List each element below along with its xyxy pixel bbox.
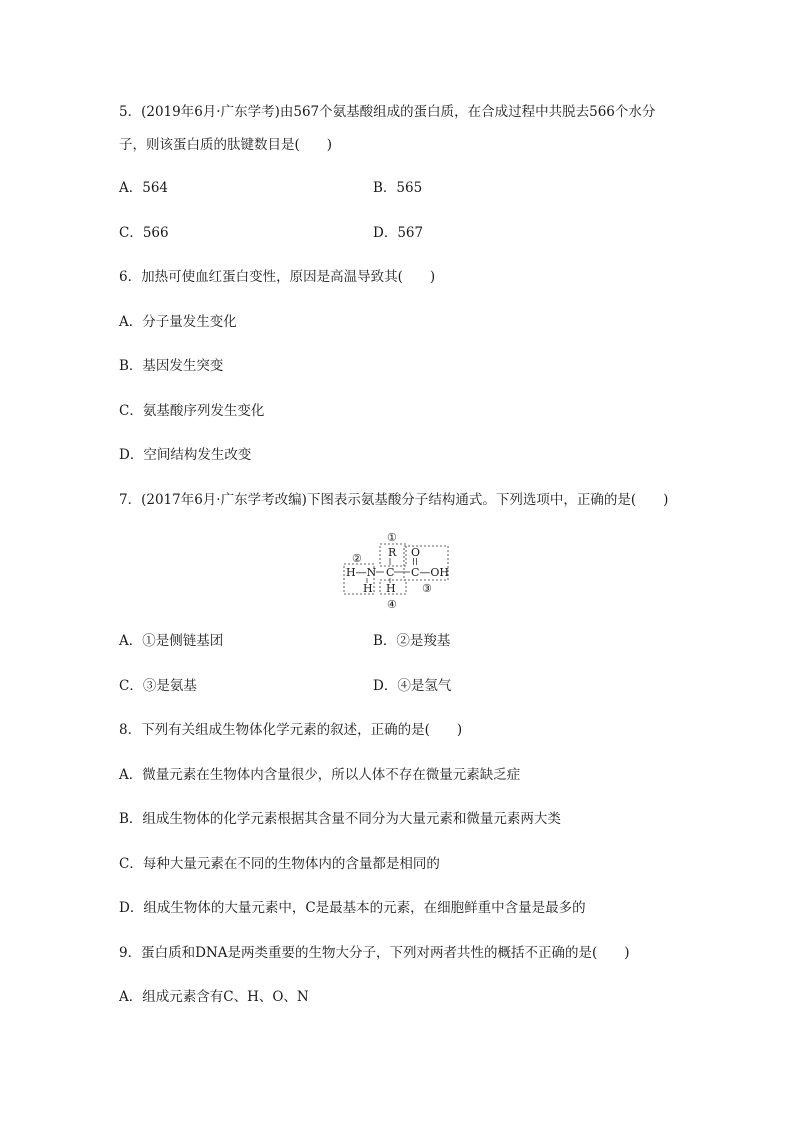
- q8-option-b: B．组成生物体的化学元素根据其含量不同分为大量元素和微量元素两大类: [119, 811, 561, 827]
- q7-option-d: D．④是氢气: [373, 678, 452, 694]
- atom-o: O: [411, 546, 421, 559]
- label-3: ③: [422, 582, 432, 595]
- q7-option-b: B．②是羧基: [373, 633, 451, 649]
- q7-stem: 7．(2017年6月·广东学考改编)下图表示氨基酸分子结构通式。下列选项中，正确的是( ): [119, 492, 669, 508]
- q8-option-c: C．每种大量元素在不同的生物体内的含量都是相同的: [119, 856, 440, 872]
- amino-acid-structure-figure: [338, 530, 458, 612]
- label-2: ②: [352, 552, 362, 565]
- q5-stem-line1: 5．(2019年6月·广东学考)由567个氨基酸组成的蛋白质，在合成过程中共脱去566个水分: [119, 104, 656, 120]
- q7-option-a: A．①是侧链基团: [119, 633, 224, 649]
- atom-c-oh: C—OH: [411, 566, 450, 579]
- q5-stem-line2: 子，则该蛋白质的肽键数目是( ): [119, 137, 333, 153]
- atom-h-n: H—N: [346, 566, 377, 579]
- atom-c-center: C: [386, 566, 395, 579]
- q5-option-c: C．566: [119, 225, 169, 241]
- q6-option-b: B．基因发生突变: [119, 358, 224, 374]
- q5-option-d: D．567: [373, 225, 424, 241]
- q6-stem: 6．加热可使血红蛋白变性，原因是高温导致其( ): [119, 269, 436, 285]
- q9-stem: 9．蛋白质和DNA是两类重要的生物大分子，下列对两者共性的概括不正确的是( ): [119, 945, 630, 961]
- q5-option-b: B．565: [373, 180, 423, 196]
- label-4: ④: [387, 598, 397, 611]
- q8-stem: 8．下列有关组成生物体化学元素的叙述，正确的是( ): [119, 722, 463, 738]
- q6-option-d: D．空间结构发生改变: [119, 447, 252, 463]
- atom-h-c-bottom: H: [386, 582, 396, 595]
- q8-option-d: D．组成生物体的大量元素中，C是最基本的元素，在细胞鲜重中含量是最多的: [119, 900, 586, 916]
- q5-option-a: A．564: [119, 180, 169, 196]
- q9-option-a: A．组成元素含有C、H、O、N: [119, 989, 309, 1005]
- atom-r: R: [388, 546, 397, 559]
- q6-option-c: C．氨基酸序列发生变化: [119, 403, 265, 419]
- atom-h-n-bottom: H: [363, 582, 373, 595]
- q8-option-a: A．微量元素在生物体内含量很少，所以人体不存在微量元素缺乏症: [119, 767, 521, 783]
- q7-option-c: C．③是氨基: [119, 678, 197, 694]
- q6-option-a: A．分子量发生变化: [119, 314, 237, 330]
- label-1: ①: [387, 531, 397, 544]
